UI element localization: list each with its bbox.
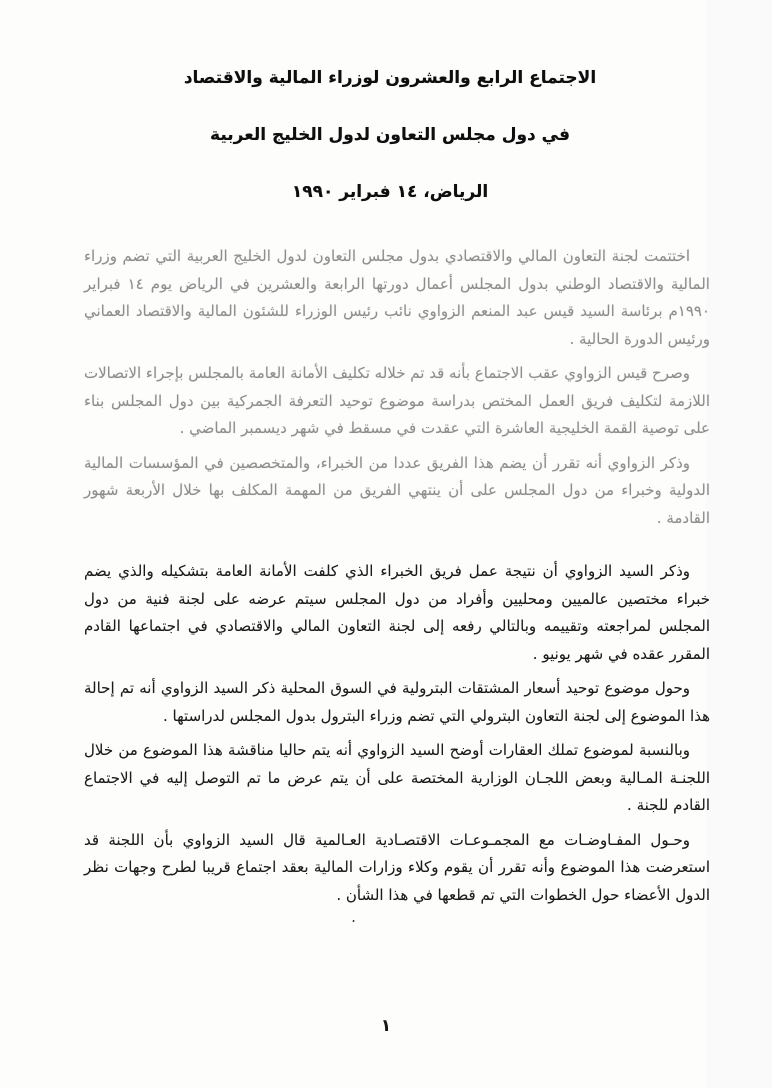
paragraph-real-estate: وبالنسبة لموضوع تملك العقارات أوضح السيد الزواوي أنه يتم حاليا مناقشة هذا الموضوع من خلال اللجنـة المـالية وبعض اللجـان الوزارية المختصة على أن يتم عرض ما تم التوصل إليه في الاجتماع القادم للجنة . (84, 741, 710, 814)
page-number: ١ (380, 1016, 392, 1036)
document-body (84, 243, 710, 916)
paragraph-experts-result: وذكر السيد الزواوي أن نتيجة عمل فريق الخبراء الذي كلفت الأمانة العامة بتشكيله والذي يضم خبراء مختصين عالميين ومحليين وأفراد من دول المجلس سيتم عرضه على لجنة فنية من دول المجلس لمراجعته وتقييمه وبالتالي رفعه إلى لجنة التعاون المالي والاقتصادي في اجتماعها القادم المقرر عقده في شهر يونيو . (84, 562, 710, 663)
paragraph-tariff-statement: وصرح قيس الزواوي عقب الاجتماع بأنه قد تم خلاله تكليف الأمانة العامة بالمجلس بإجراء الاتصالات اللازمة لتكليف فريق العمل المختص بدراسة موضوع توحيد التعرفة الجمركية بين دول المجلس بناء على توصية القمة الخليجية العاشرة التي عقدت في مسقط في شهر ديسمبر الماضي . (84, 364, 710, 437)
document-header (70, 64, 710, 235)
document-title: الاجتماع الرابع والعشرون لوزراء المالية والاقتصاد (183, 68, 597, 88)
paragraph-petroleum-prices: وحول موضوع توحيد أسعار المشتقات البترولية في السوق المحلية ذكر السيد الزواوي أنه تم إحالة هذا الموضوع إلى لجنة التعاون البترولي التي تضم وزراء البترول بدول المجلس لدراستها . (84, 679, 710, 725)
document-subtitle: في دول مجلس التعاون لدول الخليج العربية (210, 125, 570, 145)
stray-ink-mark: . (350, 907, 359, 927)
paragraph-expert-team: وذكر الزواوي أنه تقرر أن يضم هذا الفريق عددا من الخبراء، والمتخصصين في المؤسسات المالية الدولية وخبراء من دول المجلس على أن ينتهي الفريق من المهمة المكلف بها خلال الأربعة شهور القادمة . (84, 453, 710, 527)
paragraph-opening-session: اختتمت لجنة التعاون المالي والاقتصادي بدول مجلس التعاون لدول الخليج العربية التي تضم وزراء المالية والاقتصاد الوطني بدول المجلس أعمال دورتها الرابعة والعشرين في الرياض يوم ١٤ فبراير ١٩٩٠م برئاسة السيد قيس عبد المنعم الزواوي نائب رئيس الوزراء للشئون المالية والاقتصاد العماني ورئيس الدورة الحالية . (84, 247, 710, 348)
paragraph-economic-negotiations: وحـول المفـاوضـات مع المجمـوعـات الاقتصـادية العـالمية قال السيد الزواوي بأن اللجنة قد استعرضت هذا الموضوع وأنه تقرر أن يقوم وكلاء وزارات المالية بعقد اجتماع قريبا لطرح وجهات نظر الدول الأعضاء حول الخطوات التي تم قطعها في هذا الشأن . (84, 830, 710, 904)
document-date-line: الرياض، ١٤ فبراير ١٩٩٠ (291, 182, 489, 202)
page-footer (0, 1016, 772, 1036)
